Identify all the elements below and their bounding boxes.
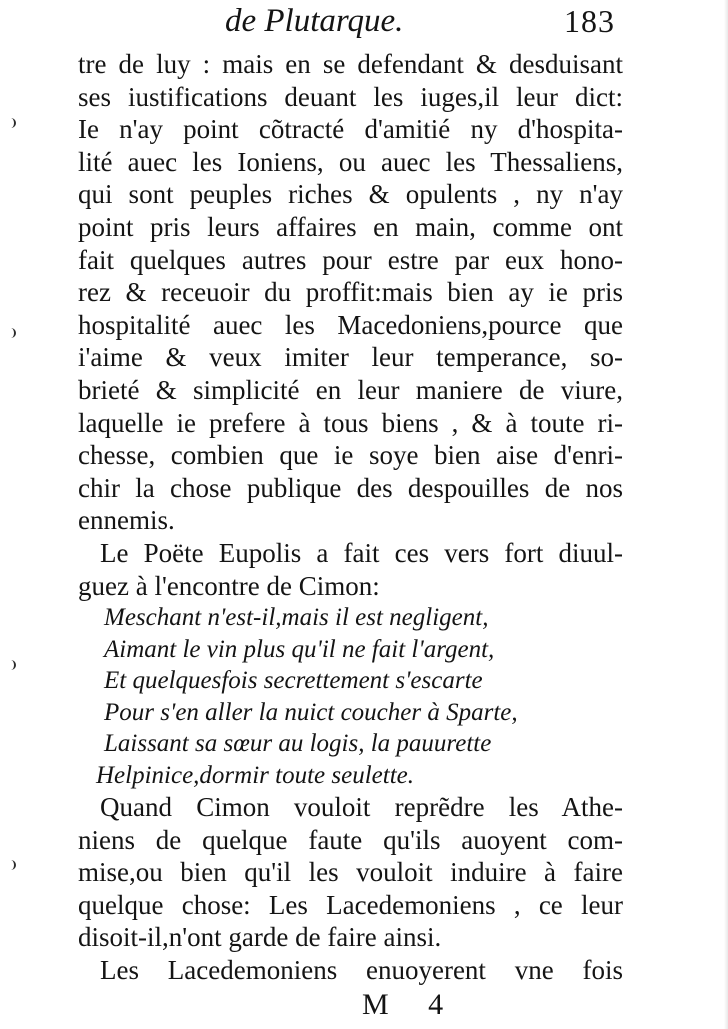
- text-line: Le Poëte Eupolis a fait ces vers fort diuul-: [100, 537, 623, 568]
- text-line: Les Lacedemoniens enuoyerent vne fois: [100, 955, 623, 986]
- text-line: ennemis.: [78, 505, 175, 536]
- signature-mark: M 4: [362, 988, 460, 1021]
- verse-line: Meschant n'est-il,mais il est negligent,: [104, 604, 489, 632]
- text-line: point pris leurs affaires en main, comme ont: [78, 211, 623, 242]
- text-line: chesse, combien que ie soye bien aise d'enri-: [78, 440, 623, 471]
- text-line: ses iustifications deuant les iuges,il leur dict:: [78, 81, 623, 112]
- text-line: quelque chose: Les Lacedemoniens , ce leur: [78, 889, 623, 920]
- verse-line: Helpinice,dormir toute seulette.: [96, 761, 414, 789]
- text-line: mise,ou bien qu'il les vouloit induire à faire: [78, 857, 623, 888]
- text-line: Ie n'ay point cõtracté d'amitié ny d'hospita-: [78, 114, 623, 145]
- margin-mark: [6, 328, 16, 338]
- page-header: [225, 0, 615, 48]
- margin-mark: [6, 660, 16, 670]
- text-line: hospitalité auec les Macedoniens,pource que: [78, 309, 623, 340]
- text-line: i'aime & veux imiter leur temperance, so-: [78, 342, 623, 373]
- verse-line: Laissant sa sœur au logis, la pauurette: [104, 730, 492, 758]
- text-line: rez & receuoir du proffit:mais bien ay ie pris: [78, 277, 623, 308]
- text-line: chir la chose publique des despouilles de nos: [78, 472, 623, 503]
- text-line: disoit-il,n'ont garde de faire ainsi.: [78, 922, 442, 953]
- page-edge: [724, 0, 728, 1029]
- margin-mark: [6, 860, 16, 870]
- text-line: lité auec les Ioniens, ou auec les Thessaliens,: [78, 146, 623, 177]
- text-line: tre de luy : mais en se defendant & desduisant: [78, 49, 623, 79]
- margin-mark: [6, 118, 16, 128]
- verse-line: Aimant le vin plus qu'il ne fait l'argent,: [104, 635, 495, 663]
- text-line: brieté & simplicité en leur maniere de viure,: [78, 374, 623, 405]
- text-line: fait quelques autres pour estre par eux hono-: [78, 244, 623, 275]
- text-line: niens de quelque faute qu'ils auoyent com-: [78, 824, 623, 855]
- text-line: qui sont peuples riches & opulents , ny n'ay: [78, 179, 623, 210]
- verse-line: Pour s'en aller la nuict coucher à Sparte,: [104, 698, 518, 726]
- text-block: [78, 48, 623, 987]
- running-title: de Plutarque.: [225, 3, 404, 39]
- text-line: guez à l'encontre de Cimon:: [78, 570, 380, 601]
- text-line: laquelle ie prefere à tous biens , & à toute ri-: [78, 407, 623, 438]
- verse-line: Et quelquesfois secrettement s'escarte: [104, 667, 483, 695]
- page-number: 183: [564, 3, 615, 39]
- text-line: Quand Cimon vouloit reprẽdre les Athe-: [100, 792, 623, 823]
